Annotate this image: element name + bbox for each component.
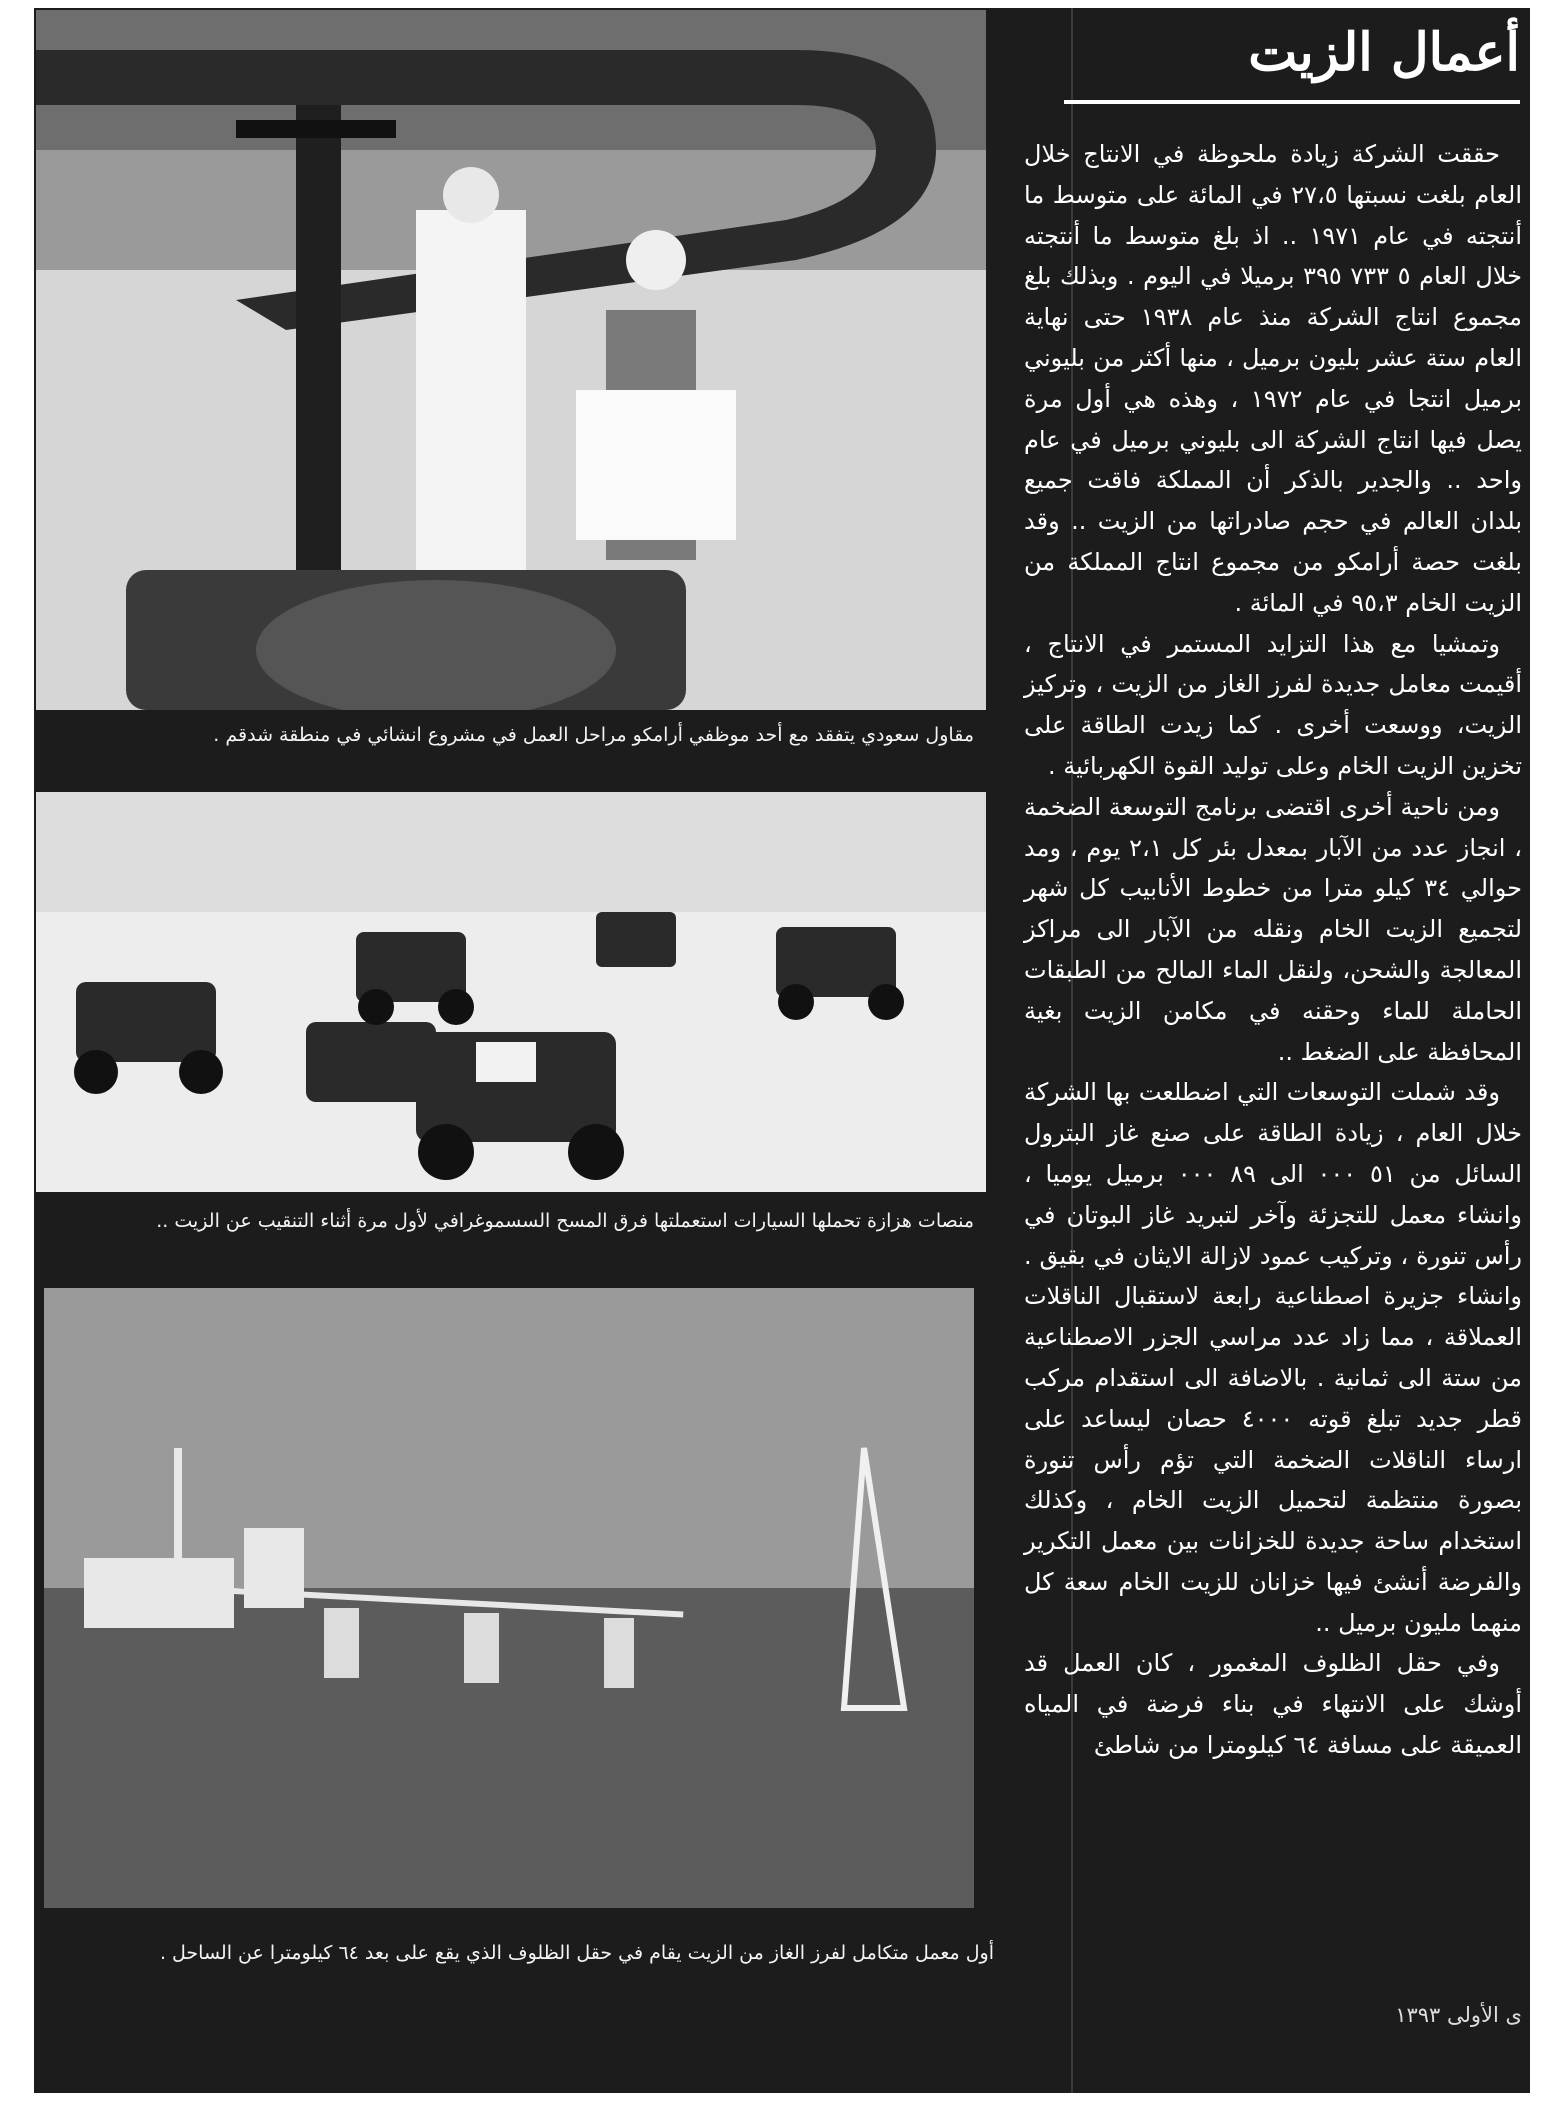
article-paragraph: ومن ناحية أخرى اقتضى برنامج التوسعة الضخمة ، انجاز عدد من الآبار بمعدل بئر كل ٢،١ يوم ، ومد حوالي ٣٤ كيلو مترا من خطوط الأنابيب كل شهر لتجميع الزيت الخام ونقله من الآبار الى مراكز المعالجة والشحن، ولنقل الماء المالح من الطبقات الحاملة للماء وحقنه في مكامن الزيت بغية المحافظة على الضغط .. xyxy=(1024,792,1522,1066)
article-paragraph: وقد شملت التوسعات التي اضطلعت بها الشركة خلال العام ، زيادة الطاقة على صنع غاز البترول السائل من ٥١ ٠٠٠ الى ٨٩ ٠٠٠ برميل يوميا ، وانشاء معمل للتجزئة وآخر لتبريد غاز البوتان في رأس تنورة ، وتركيب عمود لازالة الايثان في بقيق . وانشاء جزيرة اصطناعية رابعة لاستقبال الناقلات العملاقة ، مما زاد عدد مراسي الجزر الاصطناعية من ستة الى ثمانية . بالاضافة الى استقدام مركب قطر جديد تبلغ قوته ٤٠٠٠ حصان ليساعد على ارساء الناقلات الضخمة التي تؤم رأس تنورة بصورة منتظمة لتحميل الزيت الخام ، وكذلك استخدام ساحة جديدة للخزانات بين معمل التكرير والفرضة أنشئ فيها خزانان للزيت الخام سعة كل منهما مليون برميل .. xyxy=(1024,1078,1523,1637)
article-body xyxy=(1024,134,1522,1766)
photo-seismic-trucks xyxy=(36,792,986,1192)
article-paragraph: حققت الشركة زيادة ملحوظة في الانتاج خلال العام بلغت نسبتها ٢٧،٥ في المائة على متوسط ما أنتجته في عام ١٩٧١ .. اذ بلغ متوسط ما أنتجته خلال العام ٥ ٧٣٣ ٣٩٥ برميلا في اليوم . وبذلك بلغ مجموع انتاج الشركة منذ عام ١٩٣٨ حتى نهاية العام ستة عشر بليون برميل ، منها أكثر من بليوني برميل انتجا في عام ١٩٧٢ ، وهذه هي أول مرة يصل فيها انتاج الشركة الى بليوني برميل في عام واحد .. والجدير بالذكر أن المملكة فاقت جميع بلدان العالم في حجم صادراتها من الزيت .. وقد بلغت حصة أرامكو من مجموع انتاج المملكة من الزيت الخام ٩٥،٣ في المائة . xyxy=(1024,140,1523,617)
magazine-page xyxy=(34,8,1530,2093)
photo-pipeline-inspection xyxy=(36,10,986,710)
article-paragraph: وفي حقل الظلوف المغمور ، كان العمل قد أوشك على الانتهاء في بناء فرضة في المياه العميقة على مسافة ٦٤ كيلومترا من شاطئ xyxy=(1024,1649,1522,1760)
article-paragraph: وتمشيا مع هذا التزايد المستمر في الانتاج ، أقيمت معامل جديدة لفرز الغاز من الزيت ، وتركيز الزيت، ووسعت أخرى . كما زيدت الطاقة على تخزين الزيت الخام وعلى توليد القوة الكهربائية . xyxy=(1024,629,1522,780)
article-title: أعمال الزيت xyxy=(1248,22,1520,83)
page-footer-date: ى الأولى ١٣٩٣ xyxy=(1395,2003,1522,2027)
photo1-caption: مقاول سعودي يتفقد مع أحد موظفي أرامكو مراحل العمل في مشروع انشائي في منطقة شدقم . xyxy=(213,724,974,746)
photo3-caption: أول معمل متكامل لفرز الغاز من الزيت يقام في حقل الظلوف الذي يقع على بعد ٦٤ كيلومترا عن الساحل . xyxy=(159,1942,994,1964)
photo2-caption: منصات هزازة تحملها السيارات استعملتها فرق المسح السسموغرافي لأول مرة أثناء التنقيب عن الزيت .. xyxy=(156,1210,974,1232)
title-rule xyxy=(1064,100,1520,104)
photo-offshore-platform xyxy=(44,1288,974,1908)
